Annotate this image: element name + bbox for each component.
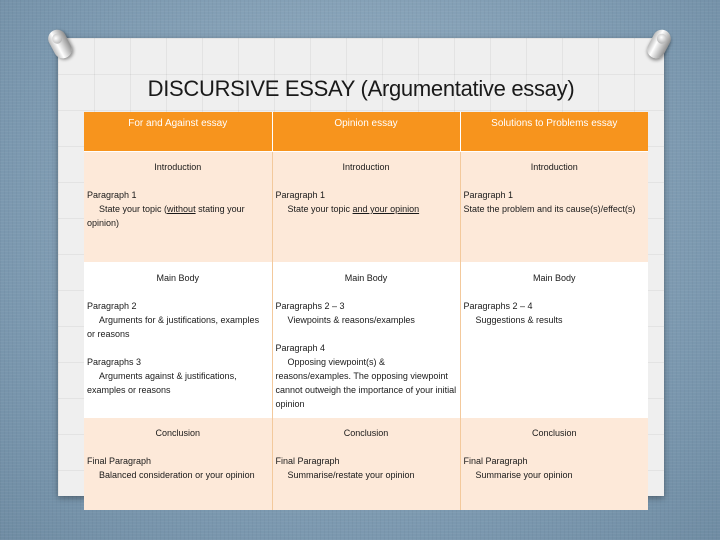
paragraph-description: State your topic (without stating your opinion) <box>87 204 245 228</box>
paragraph-label: Paragraph 2 <box>87 301 137 311</box>
paragraph-label: Final Paragraph <box>275 456 340 466</box>
page-title: DISCURSIVE ESSAY (Argumentative essay) <box>147 76 575 101</box>
paragraph-label: Paragraph 4 <box>275 343 326 353</box>
section-heading: Conclusion <box>343 428 389 438</box>
section-heading: Main Body <box>532 273 576 283</box>
section-heading: Introduction <box>530 162 578 172</box>
paragraph-description: Balanced consideration or your opinion <box>99 470 255 480</box>
table-row-introduction <box>84 152 648 263</box>
cell-body-opinion <box>272 263 460 418</box>
column-header-opinion: Opinion essay <box>272 112 460 152</box>
cell-body-solutions <box>460 263 648 418</box>
section-heading: Introduction <box>154 162 202 172</box>
paragraph-label: Final Paragraph <box>463 456 528 466</box>
paragraph-description: Arguments for & justifications, examples or reasons <box>87 315 260 339</box>
paragraph-description: Arguments against & justifications, examples or reasons <box>87 371 237 395</box>
paragraph-label: Paragraphs 3 <box>87 357 142 367</box>
cell-conclusion-solutions <box>460 418 648 511</box>
cell-body-for-against <box>84 263 272 418</box>
section-heading: Introduction <box>342 162 390 172</box>
table-row-conclusion <box>84 418 648 511</box>
paragraph-description: State your topic and your opinion <box>287 204 420 214</box>
paragraph-label: Paragraphs 2 – 3 <box>275 301 345 311</box>
cell-conclusion-opinion <box>272 418 460 511</box>
paragraph-description: Summarise/restate your opinion <box>287 470 415 480</box>
section-heading: Conclusion <box>531 428 577 438</box>
paragraph-description: Summarise your opinion <box>475 470 573 480</box>
column-header-solutions: Solutions to Problems essay <box>460 112 648 152</box>
paragraph-description: Viewpoints & reasons/examples <box>287 315 415 325</box>
section-heading: Main Body <box>344 273 388 283</box>
cell-intro-solutions <box>460 152 648 263</box>
cell-intro-opinion <box>272 152 460 263</box>
paragraph-description: Suggestions & results <box>475 315 563 325</box>
paragraph-description: Opposing viewpoint(s) & reasons/examples. The opposing viewpoint cannot outweigh the importance of your initial opinion <box>275 357 457 409</box>
paragraph-label: Final Paragraph <box>87 456 152 466</box>
section-heading: Main Body <box>156 273 200 283</box>
table-header-row <box>84 112 648 152</box>
paragraph-label: Paragraph 1 <box>87 190 137 200</box>
paragraph-label: Paragraph 1 <box>463 190 514 200</box>
paragraph-label: Paragraph 1 <box>275 190 326 200</box>
column-header-for-against: For and Against essay <box>84 112 272 152</box>
table-row-main-body <box>84 263 648 418</box>
paragraph-description: State the problem and its cause(s)/effect(s) <box>463 204 636 214</box>
cell-conclusion-for-against <box>84 418 272 511</box>
section-heading: Conclusion <box>155 428 201 438</box>
paragraph-label: Paragraphs 2 – 4 <box>463 301 533 311</box>
cell-intro-for-against <box>84 152 272 263</box>
essay-types-table <box>84 112 648 510</box>
